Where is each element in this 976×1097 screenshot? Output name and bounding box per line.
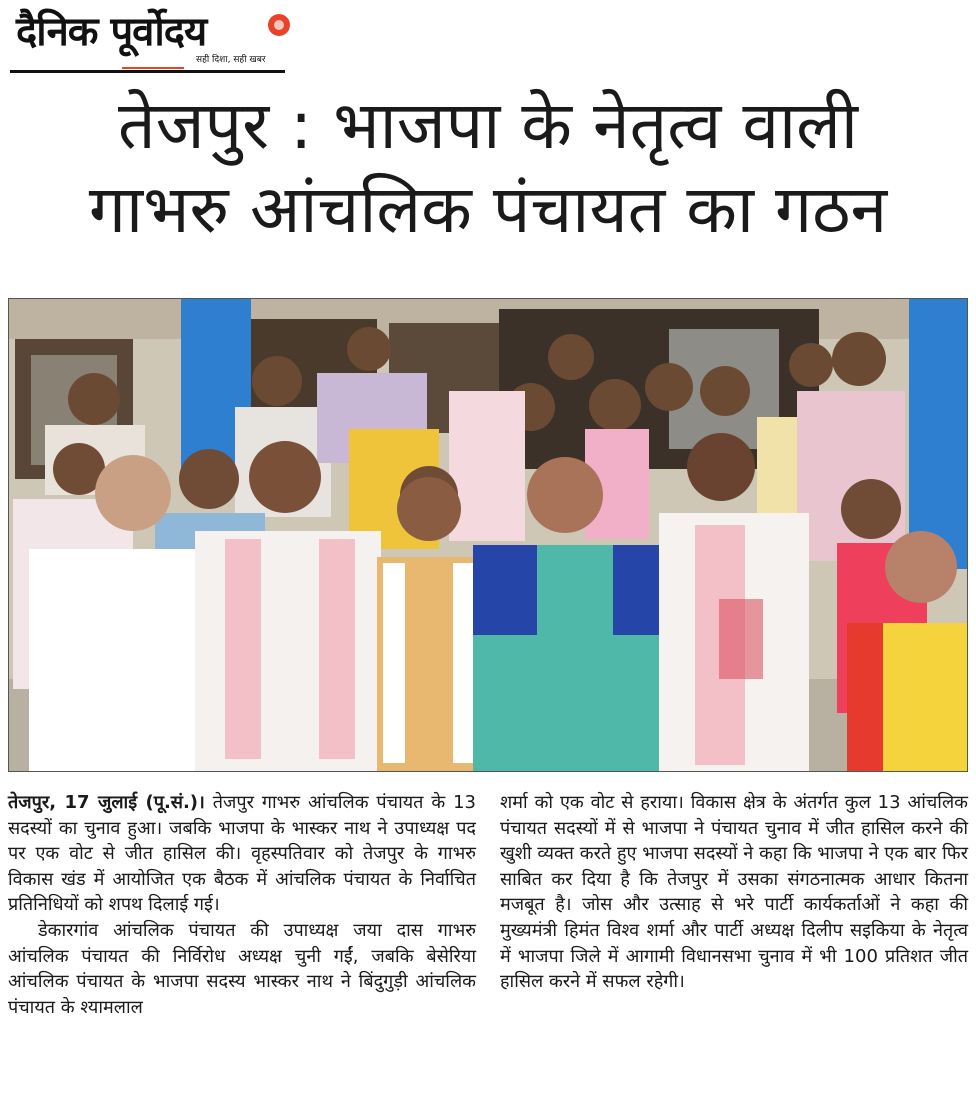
masthead	[10, 6, 290, 72]
group-photo-illustration	[9, 299, 967, 771]
article-column-1	[8, 790, 476, 1020]
headline-line-2: गाभरु आंचलिक पंचायत का गठन	[88, 171, 888, 248]
newspaper-name: दैनिक पूर्वोदय	[16, 9, 207, 55]
logo-sun-icon	[268, 14, 290, 36]
group-photo	[8, 298, 968, 772]
dateline: तेजपुर, 17 जुलाई (पू.सं.)।	[8, 792, 205, 813]
headline-line-1: तेजपुर : भाजपा के नेतृत्व वाली	[117, 87, 858, 164]
article-paragraph: शर्मा को एक वोट से हराया। विकास क्षेत्र के अंतर्गत कुल 13 आंचलिक पंचायत सदस्यों में से भाजपा ने पंचायत चुनाव में जीत हासिल करने की खुशी व्यक्त करते हुए भाजपा सदस्यों ने कहा कि भाजपा ने एक बार फिर साबित कर दिया है कि तेजपुर में उसका संगठनात्मक आधार कितना मजबूत है। जोस और उत्साह से भरे पार्टी कार्यकर्ताओं ने कहा की मुख्यमंत्री हिमंत विश्व शर्मा और पार्टी अध्यक्ष दिलीप सइकिया के नेतृत्व में भाजपा जिले में आगामी विधानसभा चुनाव में भी 100 प्रतिशत जीत हासिल करने में सफल रहेगी।	[500, 792, 968, 993]
newspaper-tagline: सही दिशा, सही खबर	[196, 55, 266, 65]
headline	[0, 84, 976, 252]
article-paragraph	[8, 790, 476, 918]
article-paragraph: डेकारगांव आंचलिक पंचायत की उपाध्यक्ष जया दास गाभरु आंचलिक पंचायत की निर्विरोध अध्यक्ष चुनी गईं, जबकि बेसेरिया आंचलिक पंचायत के भाजपा सदस्य भास्कर नाथ ने बिंदुगुड़ी आंचलिक पंचायत के श्यामलाल	[8, 919, 476, 1018]
masthead-accent-line	[122, 67, 184, 69]
masthead-rule	[10, 70, 285, 73]
article-column-2	[500, 790, 968, 995]
article-text: तेजपुर गाभरु आंचलिक पंचायत के 13 सदस्यों का चुनाव हुआ। जबकि भाजपा के भास्कर नाथ ने उपाध्यक्ष पद पर एक वोट से जीत हासिल की। वृहस्पतिवार को तेजपुर के गाभरु विकास खंड में आयोजित एक बैठक में आंचलिक पंचायत के निर्वाचित प्रतिनिधियों को शपथ दिलाई गई।	[8, 792, 476, 916]
